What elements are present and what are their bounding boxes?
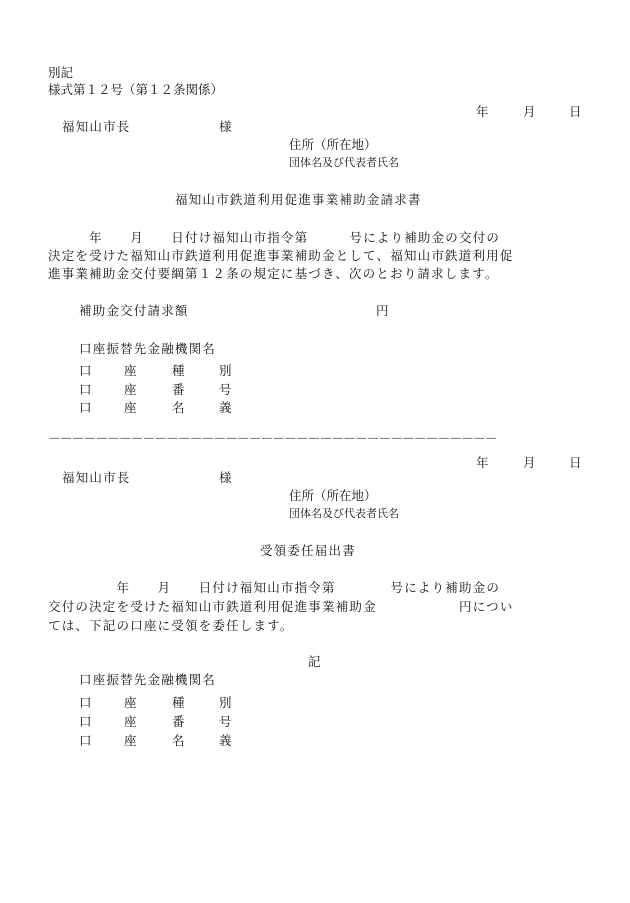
request-amount-unit: 円 xyxy=(376,303,389,318)
request-account-number xyxy=(79,380,239,396)
annex-label: 別記 xyxy=(48,65,74,80)
request-account-holder-char: 口 xyxy=(79,400,92,415)
request-account-holder xyxy=(79,398,239,414)
request-address-label: 住所（所在地） xyxy=(289,137,377,152)
request-account-number-char: 座 xyxy=(124,382,137,397)
request-account-type-char: 別 xyxy=(219,363,232,378)
delegation-account-type xyxy=(79,693,239,709)
request-date xyxy=(470,102,590,118)
request-org-label: 団体名及び代表者氏名 xyxy=(289,156,399,169)
delegation-account-type-char: 種 xyxy=(172,695,185,710)
cut-line-separator: －－－－－－－－－－－－－－－－－－－－－－－－－－－－－－－－－－－－－－ xyxy=(48,432,497,447)
delegation-account-holder-char: 口 xyxy=(79,733,92,748)
delegation-account-holder-char: 名 xyxy=(172,733,185,748)
request-account-type xyxy=(79,361,239,377)
delegation-account-number-char: 番 xyxy=(172,714,185,729)
request-account-number-char: 番 xyxy=(172,382,185,397)
delegation-account-type-char: 口 xyxy=(79,695,92,710)
delegation-account-holder-char: 座 xyxy=(124,733,137,748)
delegation-account-number-char: 口 xyxy=(79,714,92,729)
request-account-type-char: 口 xyxy=(79,363,92,378)
delegation-account-number-char: 号 xyxy=(219,714,232,729)
request-title: 福知山市鉄道利用促進事業補助金請求書 xyxy=(175,192,422,207)
request-date-year: 年 xyxy=(476,104,489,119)
delegation-body-line-2: 交付の決定を受けた福知山市鉄道利用促進事業補助金 円につい xyxy=(48,599,514,614)
delegation-title: 受領委任届出書 xyxy=(260,543,356,558)
delegation-account-holder-char: 義 xyxy=(219,733,232,748)
delegation-note-label: 記 xyxy=(308,654,321,669)
request-body-line-2: 決定を受けた福知山市鉄道利用促進事業補助金として、福知山市鉄道利用促 xyxy=(48,248,514,263)
delegation-date-day: 日 xyxy=(569,455,582,470)
request-body-line-1: 年 月 日付け福知山市指令第 号により補助金の交付の xyxy=(48,230,501,245)
request-honorific: 様 xyxy=(219,119,232,134)
delegation-address-label: 住所（所在地） xyxy=(289,488,377,503)
request-amount-label: 補助金交付請求額 xyxy=(79,303,189,318)
request-body-line-3: 進事業補助金交付要綱第１２条の規定に基づき、次のとおり請求します。 xyxy=(48,266,499,281)
delegation-date xyxy=(470,453,590,469)
request-account-holder-char: 名 xyxy=(172,400,185,415)
delegation-recipient: 福知山市長 xyxy=(62,470,131,485)
request-bank-institution: 口座振替先金融機関名 xyxy=(79,341,217,356)
request-recipient: 福知山市長 xyxy=(62,119,131,134)
delegation-date-month: 月 xyxy=(523,455,536,470)
delegation-body-line-1: 年 月 日付け福知山市指令第 号により補助金の xyxy=(48,580,501,595)
request-account-number-char: 号 xyxy=(219,382,232,397)
delegation-account-number xyxy=(79,712,239,728)
delegation-account-holder xyxy=(79,731,239,747)
request-account-holder-char: 座 xyxy=(124,400,137,415)
delegation-bank-institution: 口座振替先金融機関名 xyxy=(79,672,217,687)
delegation-honorific: 様 xyxy=(219,470,232,485)
delegation-date-year: 年 xyxy=(476,455,489,470)
request-account-type-char: 座 xyxy=(124,363,137,378)
request-date-day: 日 xyxy=(569,104,582,119)
delegation-account-type-char: 別 xyxy=(219,695,232,710)
request-account-number-char: 口 xyxy=(79,382,92,397)
delegation-org-label: 団体名及び代表者氏名 xyxy=(289,507,399,520)
request-date-month: 月 xyxy=(523,104,536,119)
form-number: 様式第１２号（第１２条関係） xyxy=(48,82,224,97)
delegation-account-number-char: 座 xyxy=(124,714,137,729)
request-account-holder-char: 義 xyxy=(219,400,232,415)
request-account-type-char: 種 xyxy=(172,363,185,378)
delegation-account-type-char: 座 xyxy=(124,695,137,710)
delegation-body-line-3: ては、下記の口座に受領を委任します。 xyxy=(48,618,294,633)
